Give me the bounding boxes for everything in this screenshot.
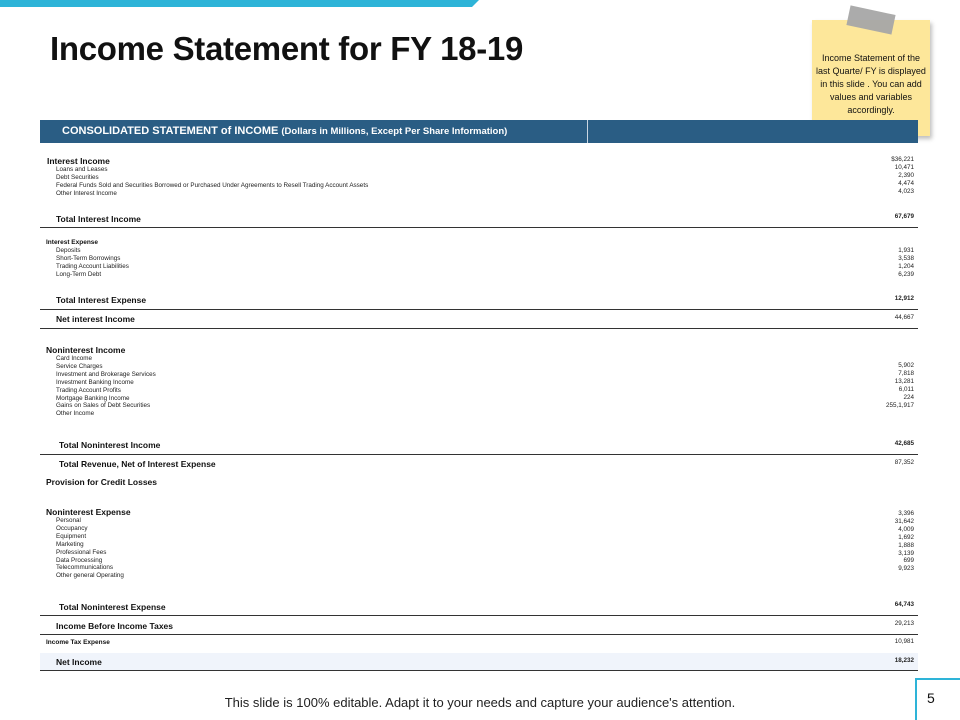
interest-income-items (56, 166, 368, 198)
value-item: 3,396 (898, 510, 914, 517)
divider-line (40, 615, 918, 616)
list-item: Investment and Brokerage Services (56, 370, 156, 378)
interest-income-values (891, 156, 914, 196)
noninterest-expense-items (56, 517, 124, 580)
value-item: 4,009 (898, 525, 914, 533)
total-noninterest-income-label: Total Noninterest Income (59, 440, 161, 450)
income-tax-expense-value: 10,981 (894, 638, 914, 645)
list-item: Trading Account Profits (56, 386, 121, 394)
value-item: 3,139 (898, 549, 914, 557)
table-header-divider (587, 120, 588, 143)
list-item: Data Processing (56, 556, 103, 564)
sticky-note-text: Income Statement of the last Quarte/ FY is displayed in this slide . You can add values and variables accordingly. (816, 53, 926, 115)
total-revenue-label: Total Revenue, Net of Interest Expense (59, 459, 216, 469)
value-item: $36,221 (891, 156, 914, 163)
list-item: Service Charges (56, 362, 103, 370)
list-item: Telecommunications (56, 564, 114, 572)
value-item: 5,902 (898, 362, 914, 369)
top-accent-bar (0, 0, 472, 7)
interest-expense-items (56, 247, 129, 279)
table-header-subtitle: (Dollars in Millions, Except Per Share Information) (281, 126, 508, 137)
net-income-value: 18,232 (894, 657, 914, 664)
net-interest-income-value: 44,667 (894, 314, 914, 321)
list-item: Gains on Sales of Debt Securities (56, 402, 151, 410)
list-item: Short-Term Borrowings (56, 254, 121, 262)
income-before-taxes-value: 29,213 (894, 620, 914, 627)
list-item: Other Income (56, 410, 95, 418)
value-item: 1,931 (898, 247, 914, 254)
value-item: 6,011 (898, 385, 914, 393)
total-interest-expense-label: Total Interest Expense (56, 295, 147, 305)
list-item: Long-Term Debt (56, 270, 102, 278)
table-header (40, 120, 918, 143)
value-item: 7,818 (898, 369, 914, 377)
divider-line (40, 454, 918, 455)
list-item: Card Income (56, 355, 93, 362)
list-item: Federal Funds Sold and Securities Borrowed or Purchased Under Agreements to Resell Trading Account Assets (56, 181, 369, 189)
interest-income-label: Interest Income (47, 156, 110, 166)
list-item: Debt Securities (56, 173, 99, 181)
table-header-main: CONSOLIDATED STATEMENT of INCOME (62, 125, 279, 137)
value-item: 9,923 (898, 565, 914, 573)
list-item: Occupancy (56, 524, 88, 532)
net-income-label: Net Income (56, 657, 102, 667)
page-number-box (915, 678, 960, 720)
list-item: Professional Fees (56, 548, 107, 556)
list-item: Investment Banking Income (56, 378, 134, 386)
provision-credit-losses-label: Provision for Credit Losses (46, 477, 157, 487)
value-item: 224 (903, 393, 914, 401)
total-noninterest-expense-label: Total Noninterest Expense (59, 602, 166, 612)
list-item: Loans and Leases (56, 166, 108, 173)
value-item: 699 (903, 557, 914, 565)
interest-expense-values (898, 247, 914, 279)
noninterest-income-items (56, 355, 156, 418)
net-income-row (40, 653, 918, 670)
list-item: Other general Operating (56, 572, 124, 580)
divider-line (40, 328, 918, 329)
value-item: 10,471 (894, 163, 914, 171)
value-item: 6,239 (898, 270, 914, 278)
value-item: 1,692 (898, 533, 914, 541)
value-item: 1,204 (898, 262, 914, 270)
interest-expense-label: Interest Expense (46, 239, 99, 246)
total-noninterest-income-value: 42,685 (894, 440, 914, 447)
list-item: Mortgage Banking Income (56, 394, 130, 402)
value-item: 31,642 (894, 517, 914, 525)
value-item: 1,888 (898, 541, 914, 549)
total-interest-income-label: Total Interest Income (56, 214, 141, 224)
list-item: Trading Account Liabilities (56, 262, 129, 270)
list-item: Equipment (56, 532, 87, 540)
total-interest-income-value: 67,679 (894, 213, 914, 220)
list-item: Personal (56, 517, 81, 524)
net-interest-income-label: Net interest Income (56, 314, 135, 324)
value-item: 255,1,917 (885, 401, 914, 409)
slide-title: Income Statement for FY 18-19 (50, 30, 524, 67)
noninterest-expense-label: Noninterest Expense (46, 507, 131, 517)
divider-line (40, 227, 918, 228)
footer-text: This slide is 100% editable. Adapt it to your needs and capture your audience's attention. (224, 695, 736, 710)
sticky-note (812, 20, 930, 136)
noninterest-income-values (886, 362, 914, 409)
divider-line (40, 309, 918, 310)
divider-line (40, 634, 918, 635)
list-item: Deposits (56, 247, 81, 254)
noninterest-income-label: Noninterest Income (46, 345, 126, 355)
value-item: 4,474 (898, 179, 914, 187)
page-number: 5 (927, 690, 935, 706)
list-item: Other Interest Income (56, 189, 117, 197)
noninterest-expense-values (895, 510, 914, 573)
total-interest-expense-value: 12,912 (894, 295, 914, 302)
divider-line (40, 670, 918, 671)
income-before-taxes-label: Income Before Income Taxes (56, 621, 173, 631)
table-header-title (62, 125, 507, 137)
total-noninterest-expense-value: 64,743 (894, 601, 914, 608)
total-revenue-value: 87,352 (894, 459, 914, 466)
list-item: Marketing (56, 540, 84, 548)
value-item: 3,538 (898, 254, 914, 262)
value-item: 2,390 (898, 171, 914, 179)
value-item: 4,023 (898, 187, 914, 195)
value-item: 13,281 (894, 377, 914, 385)
income-tax-expense-label: Income Tax Expense (46, 639, 110, 646)
